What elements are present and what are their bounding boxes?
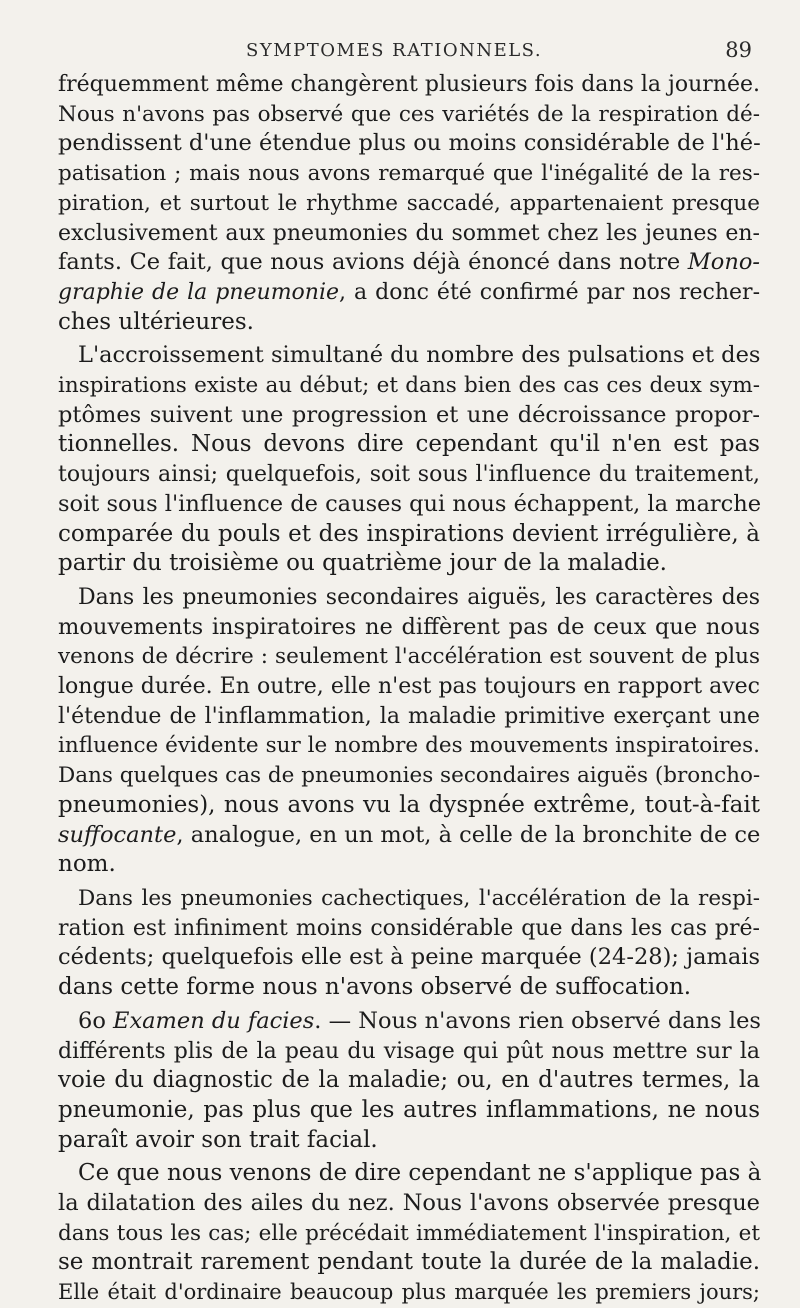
text-line: toujours ainsi; quelquefois, soit sous l'influence du traitement, [58,462,760,488]
paragraph-1 [58,70,760,337]
running-head [58,36,760,66]
paragraph-4 [58,884,760,1003]
text-line: ration est infiniment moins considérable que dans les cas pré- [58,915,760,941]
text-line: tionnelles. Nous devons dire cependant qu'il n'en est pas [58,431,760,458]
text-line: Elle était d'ordinaire beaucoup plus marquée les premiers jours; [58,1280,760,1305]
paragraph-6 [58,1159,760,1308]
page-number: 89 [725,38,752,62]
paragraph-3 [58,583,760,880]
text-line: partir du troisième ou quatrième jour de la maladie. [58,550,667,577]
text-line: inspirations existe au début; et dans bien des cas ces deux sym- [58,373,760,399]
section-number: 6o [78,1007,114,1034]
text-run: , analogue, en un mot, à celle de la bronchite de ce [176,821,761,848]
text-line: ptômes suivent une progression et une décroissance propor- [58,401,760,428]
text-line: pneumonies), nous avons vu la dyspnée extrême, tout-à-fait [58,791,760,818]
section-heading: Examen du facies [113,1007,315,1034]
text-line: ches ultérieures. [58,308,254,335]
paragraph-5 [58,1007,760,1156]
text-line: L'accroissement simultané du nombre des pulsations et des [78,342,761,369]
text-line: Dans les pneumonies cachectiques, l'accélération de la respi- [78,885,760,911]
text-line: longue durée. En outre, elle n'est pas toujours en rapport avec [58,674,760,700]
text-line: patisation ; mais nous avons remarqué que l'inégalité de la res- [58,161,760,187]
text-run: . — Nous n'avons rien observé dans les [314,1007,761,1034]
text-line: dans tous les cas; elle précédait immédiatement l'inspiration, et [58,1220,760,1246]
text-line: voie du diagnostic de la maladie; ou, en d'autres termes, la [58,1067,760,1094]
italic-title-run: graphie de la pneumonie [58,279,340,305]
text-line: Nous n'avons pas observé que ces variétés de la respiration dé- [58,101,760,127]
text-line: Ce que nous venons de dire cependant ne s'applique pas à [78,1160,762,1187]
text-line: paraît avoir son trait facial. [58,1126,378,1153]
text-line: pendissent d'une étendue plus ou moins considérable de l'hé- [58,130,761,157]
text-line-with-italic [58,248,760,278]
text-line: fréquemment même changèrent plusieurs fois dans la journée. [58,72,760,97]
paragraph-2 [58,341,760,579]
text-line: piration, et surtout le rhythme saccadé, appartenaient presque [58,190,760,216]
text-line: comparée du pouls et des inspirations devient irrégulière, à [58,520,760,547]
text-run: fants. Ce fait, que nous avions déjà énoncé dans notre [58,249,688,276]
italic-title-run: Mono- [687,249,760,276]
text-line: soit sous l'influence de causes qui nous échappent, la marche [58,490,762,517]
italic-word: suffocante [58,821,177,848]
text-line-with-italic [58,278,760,308]
text-line: venons de décrire : seulement l'accélération est souvent de plus [58,644,760,670]
text-run: , a donc été confirmé par nos recher- [339,279,761,305]
running-title: SYMPTOMES RATIONNELS. [246,40,543,61]
text-line: dans cette forme nous n'avons observé de suffocation. [58,974,692,1001]
text-line: pneumonie, pas plus que les autres inflammations, ne nous [58,1096,760,1123]
text-line: Dans les pneumonies secondaires aiguës, les caractères des [78,584,760,610]
text-line: l'étendue de l'inflammation, la maladie primitive exerçant une [58,703,760,729]
text-line: nom. [58,851,116,878]
section-heading-line [58,1007,760,1037]
text-line: différents plis de la peau du visage qui pût nous mettre sur la [58,1038,760,1064]
text-line: Dans quelques cas de pneumonies secondaires aiguës (broncho- [58,763,761,789]
text-line: la dilatation des ailes du nez. Nous l'avons observée presque [58,1190,760,1217]
text-line: se montrait rarement pendant toute la durée de la maladie. [58,1249,760,1276]
text-line-with-italic [58,821,760,851]
text-line: cédents; quelquefois elle est à peine marquée (24-28); jamais [58,944,760,971]
text-line: influence évidente sur le nombre des mouvements inspiratoires. [58,733,760,759]
text-line: exclusivement aux pneumonies du sommet chez les jeunes en- [58,220,760,246]
text-line: mouvements inspiratoires ne diffèrent pas de ceux que nous [58,613,760,640]
